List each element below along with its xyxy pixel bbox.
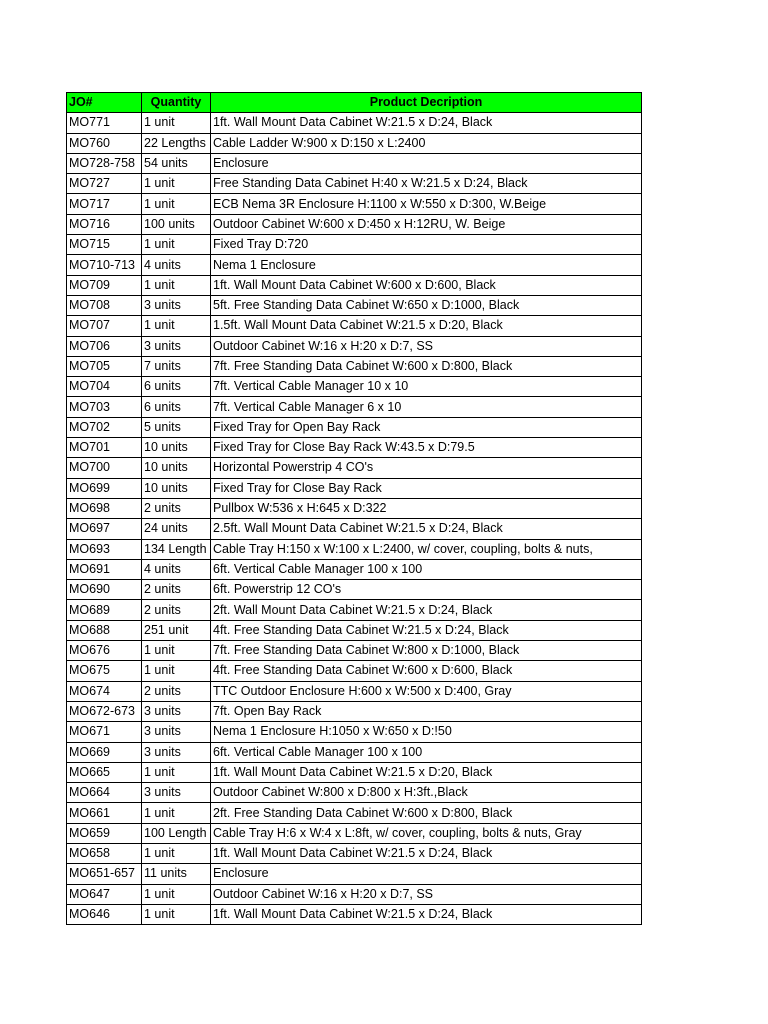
table-row — [67, 701, 642, 721]
jo-cell[interactable]: MO710-713 — [67, 255, 142, 275]
jo-cell[interactable]: MO700 — [67, 458, 142, 478]
jo-cell[interactable]: MO771 — [67, 113, 142, 133]
quantity-cell[interactable]: 10 units — [142, 438, 211, 458]
quantity-cell[interactable]: 1 unit — [142, 803, 211, 823]
quantity-cell[interactable]: 1 unit — [142, 275, 211, 295]
spreadsheet — [66, 92, 641, 925]
jo-cell[interactable]: MO715 — [67, 235, 142, 255]
description-cell[interactable]: 5ft. Free Standing Data Cabinet W:650 x D:1000, Black — [211, 295, 642, 315]
description-cell[interactable]: Enclosure — [211, 864, 642, 884]
table-row — [67, 864, 642, 884]
table-row — [67, 336, 642, 356]
quantity-cell[interactable]: 5 units — [142, 417, 211, 437]
table-row — [67, 295, 642, 315]
description-cell[interactable]: 7ft. Free Standing Data Cabinet W:600 x D:800, Black — [211, 356, 642, 376]
description-cell[interactable]: Enclosure — [211, 153, 642, 173]
quantity-cell[interactable]: 251 unit — [142, 620, 211, 640]
quantity-cell[interactable]: 134 Length — [142, 539, 211, 559]
description-cell[interactable]: Horizontal Powerstrip 4 CO's — [211, 458, 642, 478]
jo-cell[interactable]: MO688 — [67, 620, 142, 640]
table-row — [67, 519, 642, 539]
quantity-cell[interactable]: 1 unit — [142, 641, 211, 661]
description-cell[interactable]: Cable Tray H:150 x W:100 x L:2400, w/ cover, coupling, bolts & nuts, — [211, 539, 642, 559]
description-cell[interactable]: Cable Ladder W:900 x D:150 x L:2400 — [211, 133, 642, 153]
jo-cell[interactable]: MO703 — [67, 397, 142, 417]
table-row — [67, 559, 642, 579]
description-cell[interactable]: 4ft. Free Standing Data Cabinet W:600 x D:600, Black — [211, 661, 642, 681]
jo-cell[interactable]: MO647 — [67, 884, 142, 904]
table-row — [67, 235, 642, 255]
table-row — [67, 539, 642, 559]
table-row — [67, 275, 642, 295]
quantity-cell[interactable]: 11 units — [142, 864, 211, 884]
quantity-cell[interactable]: 100 units — [142, 214, 211, 234]
quantity-cell[interactable]: 24 units — [142, 519, 211, 539]
quantity-cell[interactable]: 6 units — [142, 377, 211, 397]
jo-cell[interactable]: MO691 — [67, 559, 142, 579]
jo-cell[interactable]: MO727 — [67, 174, 142, 194]
jo-cell[interactable]: MO669 — [67, 742, 142, 762]
description-cell[interactable]: Cable Tray H:6 x W:4 x L:8ft, w/ cover, coupling, bolts & nuts, Gray — [211, 823, 642, 843]
jo-cell[interactable]: MO674 — [67, 681, 142, 701]
jo-cell[interactable]: MO717 — [67, 194, 142, 214]
jo-cell[interactable]: MO704 — [67, 377, 142, 397]
table-row — [67, 742, 642, 762]
quantity-cell[interactable]: 1 unit — [142, 235, 211, 255]
jo-cell[interactable]: MO665 — [67, 762, 142, 782]
quantity-cell[interactable]: 54 units — [142, 153, 211, 173]
table-row — [67, 316, 642, 336]
description-cell[interactable]: Pullbox W:536 x H:645 x D:322 — [211, 498, 642, 518]
description-cell[interactable]: 7ft. Free Standing Data Cabinet W:800 x D:1000, Black — [211, 641, 642, 661]
description-cell[interactable]: 2ft. Wall Mount Data Cabinet W:21.5 x D:24, Black — [211, 600, 642, 620]
quantity-cell[interactable]: 3 units — [142, 295, 211, 315]
quantity-cell[interactable]: 2 units — [142, 681, 211, 701]
jo-cell[interactable]: MO709 — [67, 275, 142, 295]
jo-cell[interactable]: MO658 — [67, 843, 142, 863]
quantity-cell[interactable]: 1 unit — [142, 194, 211, 214]
description-cell[interactable]: 1ft. Wall Mount Data Cabinet W:21.5 x D:24, Black — [211, 843, 642, 863]
quantity-cell[interactable]: 1 unit — [142, 113, 211, 133]
jo-cell[interactable]: MO716 — [67, 214, 142, 234]
quantity-cell[interactable]: 3 units — [142, 783, 211, 803]
quantity-cell[interactable]: 4 units — [142, 255, 211, 275]
description-cell[interactable]: ECB Nema 3R Enclosure H:1100 x W:550 x D:300, W.Beige — [211, 194, 642, 214]
jo-cell[interactable]: MO706 — [67, 336, 142, 356]
jo-cell[interactable]: MO676 — [67, 641, 142, 661]
description-cell[interactable]: 2.5ft. Wall Mount Data Cabinet W:21.5 x D:24, Black — [211, 519, 642, 539]
table-row — [67, 356, 642, 376]
table-row — [67, 904, 642, 924]
quantity-cell[interactable]: 3 units — [142, 336, 211, 356]
table-body — [67, 113, 642, 925]
header-row — [67, 93, 642, 113]
quantity-cell[interactable]: 1 unit — [142, 661, 211, 681]
description-cell[interactable]: Fixed Tray for Close Bay Rack W:43.5 x D:79.5 — [211, 438, 642, 458]
table-row — [67, 458, 642, 478]
description-cell[interactable]: TTC Outdoor Enclosure H:600 x W:500 x D:400, Gray — [211, 681, 642, 701]
quantity-cell[interactable]: 1 unit — [142, 884, 211, 904]
jo-cell[interactable]: MO693 — [67, 539, 142, 559]
jo-cell[interactable]: MO702 — [67, 417, 142, 437]
table-row — [67, 133, 642, 153]
jo-cell[interactable]: MO705 — [67, 356, 142, 376]
quantity-cell[interactable]: 2 units — [142, 498, 211, 518]
table-row — [67, 153, 642, 173]
description-cell[interactable]: 6ft. Powerstrip 12 CO's — [211, 580, 642, 600]
table-row — [67, 641, 642, 661]
description-cell[interactable]: 1.5ft. Wall Mount Data Cabinet W:21.5 x D:20, Black — [211, 316, 642, 336]
table-row — [67, 803, 642, 823]
header-jo[interactable]: JO# — [67, 93, 142, 113]
jo-cell[interactable]: MO671 — [67, 722, 142, 742]
description-cell[interactable]: Free Standing Data Cabinet H:40 x W:21.5 x D:24, Black — [211, 174, 642, 194]
table-row — [67, 580, 642, 600]
table-row — [67, 377, 642, 397]
quantity-cell[interactable]: 1 unit — [142, 843, 211, 863]
table-row — [67, 397, 642, 417]
table-row — [67, 174, 642, 194]
jo-cell[interactable]: MO659 — [67, 823, 142, 843]
quantity-cell[interactable]: 3 units — [142, 722, 211, 742]
table-row — [67, 762, 642, 782]
description-cell[interactable]: 7ft. Vertical Cable Manager 10 x 10 — [211, 377, 642, 397]
table-row — [67, 783, 642, 803]
quantity-cell[interactable]: 3 units — [142, 742, 211, 762]
description-cell[interactable]: 1ft. Wall Mount Data Cabinet W:21.5 x D:24, Black — [211, 904, 642, 924]
quantity-cell[interactable]: 1 unit — [142, 316, 211, 336]
description-cell[interactable]: Fixed Tray for Close Bay Rack — [211, 478, 642, 498]
jo-cell[interactable]: MO698 — [67, 498, 142, 518]
quantity-cell[interactable]: 1 unit — [142, 174, 211, 194]
table-row — [67, 843, 642, 863]
table-header — [67, 93, 642, 113]
description-cell[interactable]: Outdoor Cabinet W:16 x H:20 x D:7, SS — [211, 884, 642, 904]
jo-cell[interactable]: MO672-673 — [67, 701, 142, 721]
jo-cell[interactable]: MO651-657 — [67, 864, 142, 884]
description-cell[interactable]: 4ft. Free Standing Data Cabinet W:21.5 x D:24, Black — [211, 620, 642, 640]
table-row — [67, 214, 642, 234]
jo-cell[interactable]: MO690 — [67, 580, 142, 600]
table-row — [67, 498, 642, 518]
header-quantity[interactable]: Quantity — [142, 93, 211, 113]
quantity-cell[interactable]: 22 Lengths — [142, 133, 211, 153]
quantity-cell[interactable]: 100 Length — [142, 823, 211, 843]
table-row — [67, 823, 642, 843]
jo-cell[interactable]: MO675 — [67, 661, 142, 681]
table-row — [67, 620, 642, 640]
quantity-cell[interactable]: 10 units — [142, 458, 211, 478]
quantity-cell[interactable]: 6 units — [142, 397, 211, 417]
jo-cell[interactable]: MO699 — [67, 478, 142, 498]
table-row — [67, 884, 642, 904]
description-cell[interactable]: Outdoor Cabinet W:16 x H:20 x D:7, SS — [211, 336, 642, 356]
table-row — [67, 438, 642, 458]
description-cell[interactable]: 1ft. Wall Mount Data Cabinet W:21.5 x D:20, Black — [211, 762, 642, 782]
jo-cell[interactable]: MO646 — [67, 904, 142, 924]
jo-cell[interactable]: MO689 — [67, 600, 142, 620]
jo-cell[interactable]: MO664 — [67, 783, 142, 803]
description-cell[interactable]: 1ft. Wall Mount Data Cabinet W:600 x D:600, Black — [211, 275, 642, 295]
table-row — [67, 600, 642, 620]
quantity-cell[interactable]: 1 unit — [142, 904, 211, 924]
description-cell[interactable]: Nema 1 Enclosure — [211, 255, 642, 275]
description-cell[interactable]: 2ft. Free Standing Data Cabinet W:600 x D:800, Black — [211, 803, 642, 823]
jo-cell[interactable]: MO760 — [67, 133, 142, 153]
quantity-cell[interactable]: 3 units — [142, 701, 211, 721]
table-row — [67, 194, 642, 214]
product-table — [66, 92, 642, 925]
table-row — [67, 681, 642, 701]
description-cell[interactable]: 1ft. Wall Mount Data Cabinet W:21.5 x D:24, Black — [211, 113, 642, 133]
header-description[interactable]: Product Decription — [211, 93, 642, 113]
table-row — [67, 417, 642, 437]
description-cell[interactable]: 6ft. Vertical Cable Manager 100 x 100 — [211, 742, 642, 762]
table-row — [67, 478, 642, 498]
jo-cell[interactable]: MO697 — [67, 519, 142, 539]
quantity-cell[interactable]: 10 units — [142, 478, 211, 498]
description-cell[interactable]: Outdoor Cabinet W:800 x D:800 x H:3ft.,Black — [211, 783, 642, 803]
description-cell[interactable]: Fixed Tray for Open Bay Rack — [211, 417, 642, 437]
description-cell[interactable]: Outdoor Cabinet W:600 x D:450 x H:12RU, W. Beige — [211, 214, 642, 234]
description-cell[interactable]: Nema 1 Enclosure H:1050 x W:650 x D:!50 — [211, 722, 642, 742]
quantity-cell[interactable]: 4 units — [142, 559, 211, 579]
quantity-cell[interactable]: 2 units — [142, 580, 211, 600]
quantity-cell[interactable]: 7 units — [142, 356, 211, 376]
jo-cell[interactable]: MO707 — [67, 316, 142, 336]
description-cell[interactable]: Fixed Tray D:720 — [211, 235, 642, 255]
table-row — [67, 661, 642, 681]
table-row — [67, 255, 642, 275]
description-cell[interactable]: 7ft. Open Bay Rack — [211, 701, 642, 721]
jo-cell[interactable]: MO728-758 — [67, 153, 142, 173]
jo-cell[interactable]: MO708 — [67, 295, 142, 315]
jo-cell[interactable]: MO661 — [67, 803, 142, 823]
quantity-cell[interactable]: 1 unit — [142, 762, 211, 782]
jo-cell[interactable]: MO701 — [67, 438, 142, 458]
table-row — [67, 722, 642, 742]
table-row — [67, 113, 642, 133]
description-cell[interactable]: 7ft. Vertical Cable Manager 6 x 10 — [211, 397, 642, 417]
quantity-cell[interactable]: 2 units — [142, 600, 211, 620]
description-cell[interactable]: 6ft. Vertical Cable Manager 100 x 100 — [211, 559, 642, 579]
